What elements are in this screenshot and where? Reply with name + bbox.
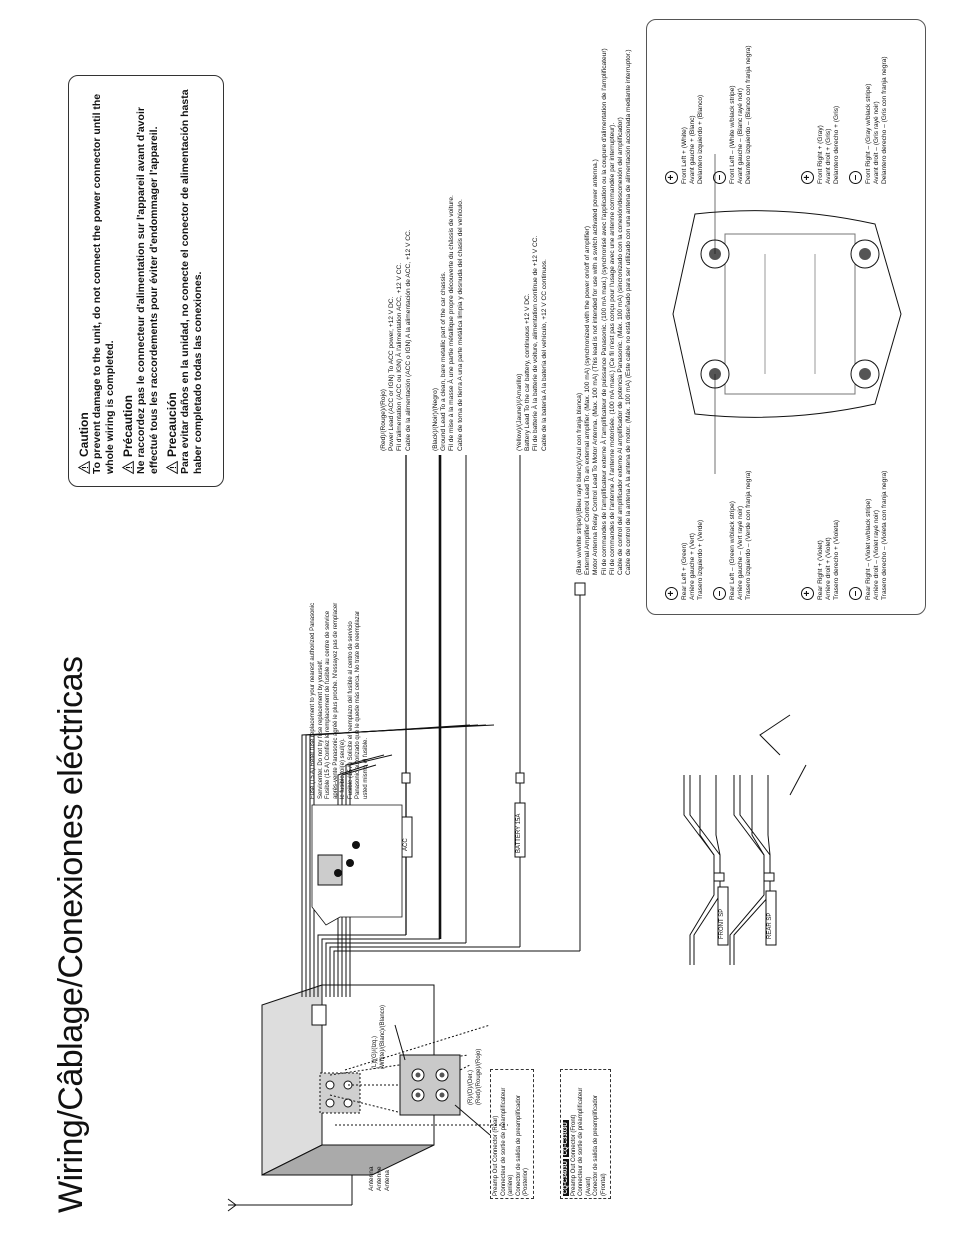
svg-text:!: ! <box>125 466 134 469</box>
minus-icon: – <box>713 171 726 184</box>
front-right-minus: – Front Right – (Gray w/black stripe) Avant droit – (Gris rayé noir) Delantero derecho – (Gris con franja negra) <box>850 56 888 184</box>
plus-icon: + <box>801 171 814 184</box>
fuse-callout <box>312 805 402 925</box>
page-title: Wiring/Câblage/Conexiones eléctricas <box>52 656 90 1213</box>
power-leads <box>402 455 585 951</box>
caution-text-fr: Ne raccordez pas le connecteur d'alimentation sur l'appareil avant d'avoir effectué tous les raccordements pour éviter d'endommager l'appareil. <box>135 107 160 474</box>
minus-icon: – <box>849 587 862 600</box>
model-badge-1: CQ-C3403U <box>563 1160 569 1194</box>
front-left-minus: – Front Left – (White w/black stripe) Avant gauche – (Blanc rayé noir) Delantero izquierdo – (Blanco con franja negra) <box>714 45 752 184</box>
front-right-plus: + Front Right + (Gray) Avant droit + (Gris) Delantero derecho + (Gris) <box>802 105 840 184</box>
caution-text-es: Para evitar daños en la unidad, no conecte el conector de alimentación hasta haber completado todas las conexiones. <box>179 89 204 474</box>
red-lead-desc: (Red)/(Rouge)/(Rojo) Power Lead (ACC or IGN) To ACC power, +12 V DC. Fil d'alimentation (ACC ou IGN) À l'alimentation ACC, +12 V CC. Cable de la alimentación (ACC o IGN) A la alimentación de ACC, +12 V CC. <box>380 229 412 451</box>
rear-right-minus: – Rear Right – (Violet w/black stripe) Arrière droit – (Violet rayé noir) Trasero derecho – (Violeta con franja negra) <box>850 470 888 600</box>
fuse-note: Fuse (15 A) Refer fuse replacement to your nearest authorized Panasonic Servicenter. Do not try fuse replacement by yourself. Fusible (15 A) Confiez le remplacement de fusible au centre de service après-vente Panasonic agréé le plus proche. N'essayez pas de remplacer le fusible toi(e) seul(e). Fusible (15 A) Solicite el reemplazo del fusible al centro de servicio Panasonic autorizado que le quede más cerca. No trate de reemplazar usted mismo el fusible. <box>310 602 369 799</box>
preamp-rear-label: Preamp Out Connector (Rear) Connecteur de sortie de préamplificateur (arrière) Conector de salida de preamplificador (Posterior) <box>490 1069 534 1199</box>
rear-right-plus: + Rear Right + (Violet) Arrière droit + (Violet) Trasero derecho + (Violeta) <box>802 519 840 600</box>
battery-tag: BATTERY 15A <box>516 813 522 853</box>
rear-left-plus: + Rear Left + (Green) Arrière gauche + (Vert) Trasero izquierdo + (Verde) <box>666 519 704 600</box>
antenna-label: Antenna Antenne Antena <box>368 1166 392 1191</box>
blue-lead-desc: (Blue w/white stripe)/(Bleu rayé blanc)/(Azul con franja blanca) External Amplifier Control Lead To an external amplifier. (Max. 100 mA) (synchronized with the power on/off of amplifier) Motor Antenna Relay Control Lead To Motor Antenna. (Max. 100 mA) (This lead is not intended for use with a switch activated power antenna.) Fil de commandes de l'amplificateur externe À l'amplificateur de puissance Panasonic. (100 mA maxi.) (synchronisé avec l'application ou la coupure d'alimentation de l'amplificateur) Fil de commandes de l'antenne À l'antenne motorisée. (100 mA maxi.) (Ce fil n'est pas conçu pour l'usage avec une antenne commandée par interrupteur). Cable de control del amplificador externo Al amplificador de potencia Panasonic. (Máx. 100 mA) (sincronizado con la conexión/desconexión del amplificador) Cable de control de la antena A la antena de motor. (Máx. 100 mA) (Este cable no está diseñado para ser utilizado con una antena de alimentación accionada mediante interruptor.) <box>576 48 633 575</box>
acc-tag: ACC <box>403 838 409 851</box>
plus-icon: + <box>665 587 678 600</box>
model-badge-2: CQ-C3303U <box>563 1122 569 1156</box>
black-lead-desc: (Black)/(Noir)/(Negro) Ground Lead To a clean, bare metallic part of the car chassis. Fil de mise à la masse À une partie métallique propre découverte du châssis de voiture. Cable de toma de tierra A una parte metálica limpia y desnuda del chasis del vehículo. <box>432 195 464 451</box>
svg-text:!: ! <box>81 466 90 469</box>
plus-icon: + <box>801 587 814 600</box>
svg-text:!: ! <box>169 466 178 469</box>
front-sp-tag: FRONT SP <box>719 908 725 939</box>
plus-icon: + <box>665 171 678 184</box>
preamp-front-label: CQ-C3403U CQ-C3303U Preamp Out Connector (Front) Connecteur de sortie de préamplificateur (Avant) Conector de salida de preamplificador (Frontal) <box>560 1069 611 1199</box>
rear-left-minus: – Rear Left – (Green w/black stripe) Arrière gauche – (Vert rayé noir) Trasero izquierdo – (Verde con franja negra) <box>714 470 752 600</box>
speaker-harness <box>684 775 776 965</box>
rca-right-label: (R)/(D)/(Der.) (Red)/(Rouge)/(Rojo) <box>468 1048 482 1105</box>
precaution-heading-es: ! Precaución <box>165 88 179 474</box>
precaution-heading-fr: ! Précaution <box>121 88 135 474</box>
rca-left-label: (L)/(G)/(Izq.) (White)/(Blanc)/(Blanco) <box>372 1004 386 1069</box>
car-illustration <box>665 194 909 434</box>
caution-heading: ! Caution <box>77 88 91 474</box>
minus-icon: – <box>849 171 862 184</box>
yellow-lead-desc: (Yellow)/(Jaune)/(Amarillo) Battery Lead To the car battery, continuous +12 V DC. Fil de batterie À la batterie de voiture, alimentation continue de +12 V CC. Cable de la batería A la batería del vehículo, +12 V CC continuos. <box>516 235 548 451</box>
speaker-wiring-panel <box>646 19 926 615</box>
minus-icon: – <box>713 587 726 600</box>
caution-text-en: To prevent damage to the unit, do not connect the power connector until the whole wiring is completed. <box>91 93 116 474</box>
front-left-plus: + Front Left + (White) Avant gauche + (Blanc) Delantero izquierdo + (Blanco) <box>666 94 704 184</box>
rear-sp-tag: REAR SP <box>767 912 773 939</box>
